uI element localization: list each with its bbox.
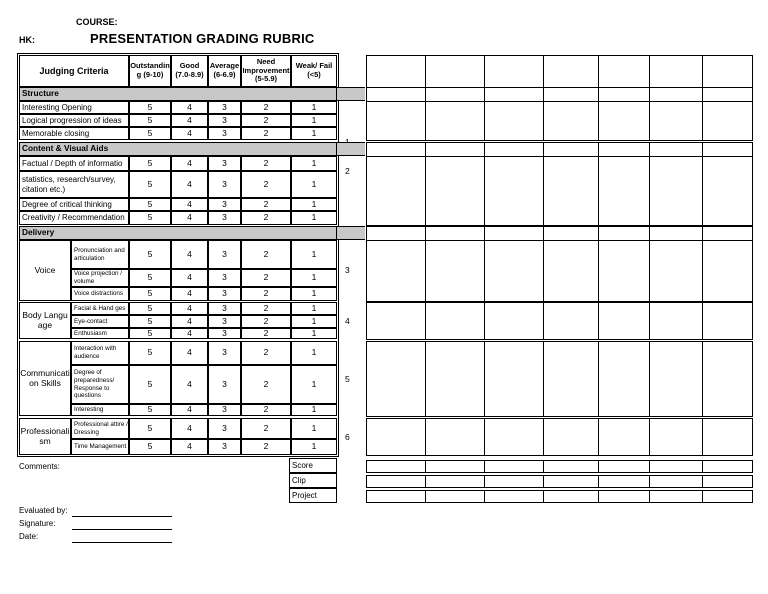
group-prof: Professionalism (19, 418, 71, 455)
grid-cell[interactable] (598, 341, 650, 417)
clip-cell[interactable] (366, 475, 426, 488)
score-cell-4[interactable]: 4 (171, 365, 208, 404)
criterion-c1: Factual / Depth of informatio (19, 156, 129, 171)
section-number-3: 3 (345, 265, 350, 275)
score-cell[interactable] (543, 460, 599, 473)
score-cell-3[interactable]: 3 (208, 240, 241, 269)
grid-cell[interactable] (425, 418, 485, 456)
criterion-m3: Interesting (71, 404, 129, 416)
grid-cell[interactable] (425, 87, 485, 102)
score-cell-4[interactable]: 4 (171, 341, 208, 365)
score-cell-5[interactable]: 5 (129, 240, 171, 269)
score-cell-3[interactable]: 3 (208, 315, 241, 328)
score-cell-1[interactable]: 1 (291, 418, 337, 439)
project-cell[interactable] (702, 490, 753, 503)
criterion-s2: Logical progression of ideas (19, 114, 129, 127)
score-cell-3[interactable]: 3 (208, 127, 241, 140)
grid-cell[interactable] (702, 87, 753, 102)
grid-cell[interactable] (598, 226, 650, 241)
score-cell-2[interactable]: 2 (241, 287, 291, 301)
grid-cell[interactable] (702, 226, 753, 241)
score-cell-4[interactable]: 4 (171, 171, 208, 198)
grid-cell[interactable] (484, 240, 544, 302)
evaluated-by-label: Evaluated by: (19, 506, 68, 515)
grid-cell[interactable] (543, 302, 599, 340)
grid-cell[interactable] (425, 302, 485, 340)
score-cell-5[interactable]: 5 (129, 302, 171, 315)
criterion-c4: Creativity / Recommendation (19, 211, 129, 225)
score-cell-1[interactable]: 1 (291, 269, 337, 287)
grid-cell[interactable] (484, 87, 544, 102)
grid-cell[interactable] (543, 55, 599, 88)
header-outstanding: Outstandin g (9-10) (129, 55, 171, 87)
grid-cell[interactable] (598, 87, 650, 102)
score-cell-3[interactable]: 3 (208, 302, 241, 315)
clip-cell[interactable] (649, 475, 703, 488)
grid-cell[interactable] (425, 142, 485, 157)
score-cell-4[interactable]: 4 (171, 240, 208, 269)
grid-cell[interactable] (425, 226, 485, 241)
header-weak-fail: Weak/ Fail (<5) (291, 55, 337, 87)
grid-cell[interactable] (366, 142, 426, 157)
grid-cell[interactable] (425, 240, 485, 302)
criterion-v3: Voice distractions (71, 287, 129, 301)
score-cell-4[interactable]: 4 (171, 211, 208, 225)
signature-line[interactable] (72, 529, 172, 530)
grid-cell[interactable] (543, 156, 599, 226)
criterion-v1: Pronunciation and articulation (71, 240, 129, 269)
score-cell-1[interactable]: 1 (291, 127, 337, 140)
section-stub-2 (337, 142, 365, 156)
grid-cell[interactable] (649, 55, 703, 88)
score-cell-5[interactable]: 5 (129, 269, 171, 287)
grid-cell[interactable] (702, 101, 753, 141)
score-cell-2[interactable]: 2 (241, 240, 291, 269)
grid-cell[interactable] (649, 87, 703, 102)
score-cell-4[interactable]: 4 (171, 269, 208, 287)
grid-cell[interactable] (484, 101, 544, 141)
score-cell-2[interactable]: 2 (241, 211, 291, 225)
group-body: Body Language (19, 302, 71, 339)
score-cell-5[interactable]: 5 (129, 287, 171, 301)
score-cell-2[interactable]: 2 (241, 101, 291, 114)
score-cell-3[interactable]: 3 (208, 365, 241, 404)
score-cell-2[interactable]: 2 (241, 341, 291, 365)
score-cell-5[interactable]: 5 (129, 211, 171, 225)
score-cell-2[interactable]: 2 (241, 404, 291, 416)
grid-cell[interactable] (366, 55, 426, 88)
clip-cell[interactable] (702, 475, 753, 488)
section-delivery: Delivery (19, 226, 337, 240)
score-cell-4[interactable]: 4 (171, 315, 208, 328)
criterion-s3: Memorable closing (19, 127, 129, 140)
score-cell-4[interactable]: 4 (171, 101, 208, 114)
score-cell-1[interactable]: 1 (291, 404, 337, 416)
score-cell-4[interactable]: 4 (171, 127, 208, 140)
criterion-s1: Interesting Opening (19, 101, 129, 114)
grid-cell[interactable] (702, 55, 753, 88)
score-cell-4[interactable]: 4 (171, 287, 208, 301)
grid-cell[interactable] (702, 418, 753, 456)
score-cell-4[interactable]: 4 (171, 302, 208, 315)
grid-cell[interactable] (366, 226, 426, 241)
section-number-4: 4 (345, 316, 350, 326)
grid-cell[interactable] (702, 156, 753, 226)
grid-cell[interactable] (649, 341, 703, 417)
score-cell-3[interactable]: 3 (208, 418, 241, 439)
header-average: Average (6-6.9) (208, 55, 241, 87)
grid-cell[interactable] (543, 240, 599, 302)
grid-cell[interactable] (702, 142, 753, 157)
grid-cell[interactable] (598, 156, 650, 226)
grid-cell[interactable] (366, 87, 426, 102)
score-cell-1[interactable]: 1 (291, 365, 337, 404)
score-cell-1[interactable]: 1 (291, 439, 337, 455)
project-cell[interactable] (543, 490, 599, 503)
grid-cell[interactable] (598, 302, 650, 340)
score-cell-1[interactable]: 1 (291, 240, 337, 269)
project-cell[interactable] (425, 490, 485, 503)
section-number-5: 5 (345, 374, 350, 384)
grid-cell[interactable] (598, 240, 650, 302)
criterion-m1: Interaction with audience (71, 341, 129, 365)
score-cell[interactable] (649, 460, 703, 473)
grid-cell[interactable] (702, 302, 753, 340)
score-cell-4[interactable]: 4 (171, 418, 208, 439)
course-label: COURSE: (76, 17, 118, 27)
score-cell-1[interactable]: 1 (291, 211, 337, 225)
score-cell-3[interactable]: 3 (208, 156, 241, 171)
clip-cell[interactable] (484, 475, 544, 488)
score-cell-5[interactable]: 5 (129, 365, 171, 404)
score-cell[interactable] (366, 460, 426, 473)
grid-cell[interactable] (425, 156, 485, 226)
score-cell-4[interactable]: 4 (171, 328, 208, 339)
group-comm: Communication Skills (19, 341, 71, 416)
criterion-c2: statistics, research/survey, citation etc.) (19, 171, 129, 198)
grid-cell[interactable] (484, 142, 544, 157)
hk-label: HK: (19, 35, 35, 45)
grid-cell[interactable] (598, 418, 650, 456)
section-structure: Structure (19, 87, 337, 101)
score-cell-1[interactable]: 1 (291, 302, 337, 315)
section-stub-3 (337, 226, 365, 240)
score-cell-1[interactable]: 1 (291, 114, 337, 127)
grid-cell[interactable] (366, 302, 426, 340)
score-cell-1[interactable]: 1 (291, 287, 337, 301)
score-cell-2[interactable]: 2 (241, 127, 291, 140)
clip-cell[interactable] (598, 475, 650, 488)
section-stub-1 (337, 87, 365, 101)
score-cell-5[interactable]: 5 (129, 328, 171, 339)
comments-label: Comments: (19, 462, 60, 471)
criterion-p1: Professional attire / Dressing (71, 418, 129, 439)
page-title: PRESENTATION GRADING RUBRIC (90, 31, 315, 46)
grid-cell[interactable] (543, 101, 599, 141)
score-cell-3[interactable]: 3 (208, 328, 241, 339)
grid-cell[interactable] (484, 226, 544, 241)
score-cell[interactable] (425, 460, 485, 473)
score-cell-5[interactable]: 5 (129, 341, 171, 365)
grid-cell[interactable] (649, 418, 703, 456)
criterion-p2: Time Management (71, 439, 129, 455)
grid-cell[interactable] (366, 240, 426, 302)
criterion-b1: Facial & Hand ges (71, 302, 129, 315)
grid-cell[interactable] (425, 101, 485, 141)
grid-cell[interactable] (598, 55, 650, 88)
score-cell-5[interactable]: 5 (129, 114, 171, 127)
score-cell-1[interactable]: 1 (291, 328, 337, 339)
grid-cell[interactable] (366, 341, 426, 417)
grid-cell[interactable] (702, 240, 753, 302)
clip-cell[interactable] (543, 475, 599, 488)
project-cell[interactable] (366, 490, 426, 503)
score-cell-3[interactable]: 3 (208, 269, 241, 287)
score-cell-2[interactable]: 2 (241, 328, 291, 339)
project-label: Project (289, 488, 337, 503)
score-cell-2[interactable]: 2 (241, 302, 291, 315)
score-cell-5[interactable]: 5 (129, 127, 171, 140)
grid-cell[interactable] (484, 302, 544, 340)
grid-cell[interactable] (484, 341, 544, 417)
grid-cell[interactable] (366, 101, 426, 141)
score-cell-3[interactable]: 3 (208, 404, 241, 416)
grid-cell[interactable] (543, 142, 599, 157)
header-need-improvement: Need Improvement (5-5.9) (241, 55, 291, 87)
grid-cell[interactable] (649, 240, 703, 302)
grid-cell[interactable] (649, 226, 703, 241)
score-cell-1[interactable]: 1 (291, 101, 337, 114)
score-cell-5[interactable]: 5 (129, 171, 171, 198)
score-cell-5[interactable]: 5 (129, 418, 171, 439)
score-cell-1[interactable]: 1 (291, 156, 337, 171)
score-cell-3[interactable]: 3 (208, 287, 241, 301)
score-cell[interactable] (702, 460, 753, 473)
score-cell-2[interactable]: 2 (241, 365, 291, 404)
clip-label: Clip (289, 473, 337, 488)
score-cell-2[interactable]: 2 (241, 315, 291, 328)
score-cell-4[interactable]: 4 (171, 114, 208, 127)
score-cell-5[interactable]: 5 (129, 198, 171, 211)
header-criteria: Judging Criteria (19, 55, 129, 87)
score-cell[interactable] (598, 460, 650, 473)
section-number-6: 6 (345, 432, 350, 442)
score-cell-2[interactable]: 2 (241, 269, 291, 287)
header-good: Good (7.0-8.9) (171, 55, 208, 87)
score-cell-2[interactable]: 2 (241, 439, 291, 455)
score-cell-4[interactable]: 4 (171, 156, 208, 171)
score-cell-2[interactable]: 2 (241, 418, 291, 439)
score-cell-1[interactable]: 1 (291, 198, 337, 211)
score-cell-2[interactable]: 2 (241, 156, 291, 171)
score-cell[interactable] (484, 460, 544, 473)
grid-cell[interactable] (649, 142, 703, 157)
score-cell-5[interactable]: 5 (129, 439, 171, 455)
section-number-2: 2 (345, 166, 350, 176)
grid-cell[interactable] (649, 302, 703, 340)
score-cell-3[interactable]: 3 (208, 171, 241, 198)
criterion-v2: Voice projection / volume (71, 269, 129, 287)
project-cell[interactable] (598, 490, 650, 503)
grid-cell[interactable] (649, 101, 703, 141)
score-cell-2[interactable]: 2 (241, 171, 291, 198)
grid-cell[interactable] (366, 418, 426, 456)
project-cell[interactable] (484, 490, 544, 503)
score-cell-4[interactable]: 4 (171, 439, 208, 455)
criterion-b3: Enthusiasm (71, 328, 129, 339)
score-cell-2[interactable]: 2 (241, 198, 291, 211)
grid-cell[interactable] (484, 156, 544, 226)
score-cell-1[interactable]: 1 (291, 341, 337, 365)
score-cell-3[interactable]: 3 (208, 341, 241, 365)
score-cell-3[interactable]: 3 (208, 198, 241, 211)
score-cell-5[interactable]: 5 (129, 404, 171, 416)
score-label: Score (289, 458, 337, 473)
date-line[interactable] (72, 542, 172, 543)
grid-cell[interactable] (702, 341, 753, 417)
section-content: Content & Visual Aids (19, 142, 337, 156)
grid-cell[interactable] (543, 87, 599, 102)
score-cell-3[interactable]: 3 (208, 211, 241, 225)
score-cell-1[interactable]: 1 (291, 315, 337, 328)
grid-cell[interactable] (598, 142, 650, 157)
grid-cell[interactable] (543, 226, 599, 241)
score-cell-3[interactable]: 3 (208, 101, 241, 114)
grid-cell[interactable] (425, 341, 485, 417)
criterion-m2: Degree of preparedness/ Response to questions (71, 365, 129, 404)
clip-cell[interactable] (425, 475, 485, 488)
criterion-c3: Degree of critical thinking (19, 198, 129, 211)
grid-cell[interactable] (598, 101, 650, 141)
score-cell-5[interactable]: 5 (129, 156, 171, 171)
evaluated-by-line[interactable] (72, 516, 172, 517)
grid-cell[interactable] (543, 418, 599, 456)
score-cell-2[interactable]: 2 (241, 114, 291, 127)
score-cell-1[interactable]: 1 (291, 171, 337, 198)
signature-label: Signature: (19, 519, 56, 528)
score-cell-3[interactable]: 3 (208, 439, 241, 455)
grid-cell[interactable] (425, 55, 485, 88)
date-label: Date: (19, 532, 39, 541)
project-cell[interactable] (649, 490, 703, 503)
grid-cell[interactable] (366, 156, 426, 226)
grid-cell[interactable] (649, 156, 703, 226)
score-cell-5[interactable]: 5 (129, 101, 171, 114)
criterion-b2: Eye-contact (71, 315, 129, 328)
score-cell-4[interactable]: 4 (171, 198, 208, 211)
grid-cell[interactable] (484, 418, 544, 456)
grid-cell[interactable] (484, 55, 544, 88)
score-cell-4[interactable]: 4 (171, 404, 208, 416)
score-cell-3[interactable]: 3 (208, 114, 241, 127)
grid-cell[interactable] (543, 341, 599, 417)
score-cell-5[interactable]: 5 (129, 315, 171, 328)
group-voice: Voice (19, 240, 71, 301)
